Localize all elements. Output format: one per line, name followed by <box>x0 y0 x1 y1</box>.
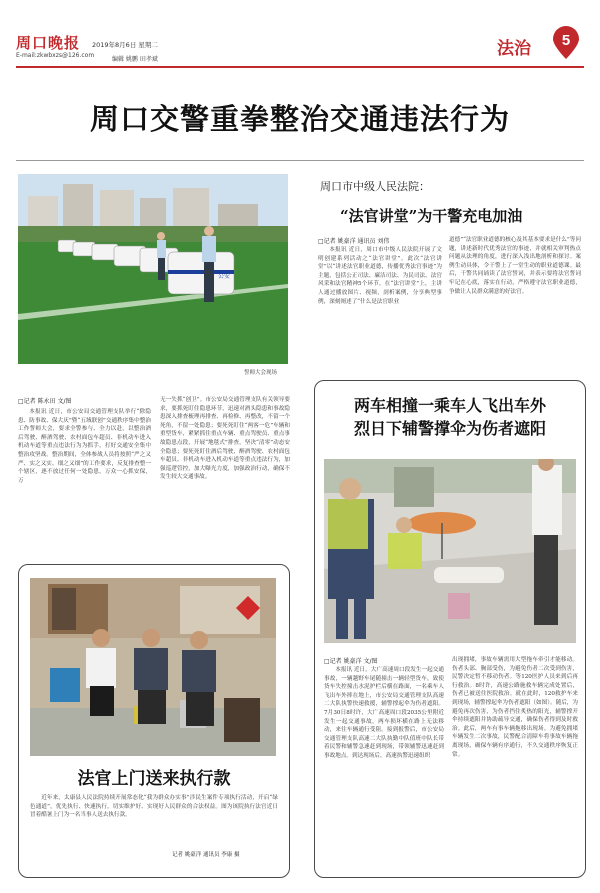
court-home-byline: 记者 姚豪洋 通讯员 李康 摄 <box>172 852 240 858</box>
contact-email: E-mail:zkwbxzs@126.com <box>16 52 95 59</box>
court-story-kicker: 周口市中级人民法院： <box>320 180 430 193</box>
court-home-photo <box>30 578 276 756</box>
collision-story-column-1: 本报讯 近日，大广高速周口段发生一起交通事故，一辆越野车尾随撞击一辆轻型货车，致使货车失控撞击水泥护栏后横在路面，一名乘车人飞出车外摔在地上，市公安局交通管理支队高速二大队执警快速救援，辅警撑起伞为伤者遮阳。7月30日8时许，大广高速周口段2035公里附近发生一起交通事故，两车损坏横在路上无法移动，来往车辆通行受阻。接到报警后，市公安局交通管理支队高速二大队执勤中队值班中队长带着民警和辅警急速赶到现场，带领辅警迅速赶到事故地点。到达现场后，高速执警迅速组织 <box>324 667 444 759</box>
collision-story-title-line-2: 烈日下辅警撑伞为伤者遮阳 <box>353 419 546 438</box>
patrol-car-label: 公安 <box>218 274 231 280</box>
rally-photo <box>18 174 288 364</box>
map-pin-icon <box>551 26 581 60</box>
page-number-badge <box>551 26 581 60</box>
court-home-body: 近年来，太康县人民法院持续开展常态化“我为群众办实事”涉民生案件专项执行活动，开启“绿色通道”，优先执行、快速执行，切实维护好、实现好人民群众的合法权益。图为该院执行法官近日冒着酷暑上门为一名当事人送去执行款。 <box>30 795 278 819</box>
traffic-story-byline: □记者 陈永田 文/图 <box>18 398 72 405</box>
traffic-story-column-2: 无一失抓“创卫”。市公安局交通管理支队有关领导要求，要抓死盯住隐患环节，迅速对酒头隐患和事故隐患深入排查梳理再排查、再检修、再整改，不留一个死角，不留一处隐患；要死死盯住“两客一危”车辆和重型货车，紧紧抓住重点车辆、重点驾驶员、重点事故隐患点段，开展“地毯式”排查，坚决“清零”动态安全隐患；要死死盯住酒后驾驶、醉酒驾驶、农村面包车超员、非机动车进入机动车道等重点违法行为，加强巡逻管控，加大曝光力度，加强政治行动，确保不发生较大交通事故。 <box>160 397 290 481</box>
court-story-column-1: 本报讯 近日，周口市中级人民法院开展了文明创建系列活动之“法官讲堂”。此次“法官讲堂”以“讲述法官职业道德，传播优秀法官事迹”为主题，包括公正司法、廉洁司法、为民司法、法官风采和法官精神5个环节。在“法官讲堂”上，主讲人通过播放图片、视频，剖析案例，分享典型事例，深刻阐述了“什么是法官职业 <box>318 247 442 305</box>
section-name: 法治 <box>497 39 531 59</box>
headline-rule <box>16 160 584 161</box>
collision-story-byline: □记者 姚豪洋 文/图 <box>324 658 378 665</box>
accident-scene-photo <box>324 459 576 643</box>
traffic-story-column-1: 本报讯 近日，市公安局交通管理支队举行“除隐患、防事故、保大庆”暨“五域联创”交通秩序集中整治工作誓师大会，要求全警参与、全力以赴，以整治酒后驾驶、醉酒驾驶、农村面包车超员、非机动车进入机动车道等重点违法行为为抓手，打好交通安全集中整治攻坚战。整治期间，全体参战人员将按照“严之又严、实之又实、细之又细”的工作要求，反复排查整一个辖区，逐不放过任何一处隐患，万众一心抓安保，万 <box>18 409 151 484</box>
issue-date: 2019年8月6日 星期二 <box>92 41 158 49</box>
rally-photo-caption: 誓师大会现场 <box>244 370 278 376</box>
court-home-title: 法官上门送来执行款 <box>77 769 231 789</box>
page-editors: 编辑 姚鹏 田孝斌 <box>112 56 158 63</box>
collision-story-title-line-1: 两车相撞一乘车人飞出车外 <box>353 396 546 415</box>
page-headline: 周口交警重拳整治交通违法行为 <box>89 102 510 136</box>
masthead-rule <box>16 66 584 68</box>
court-story-title: “法官讲堂”为干警充电加油 <box>340 207 523 225</box>
collision-story-column-2: 出现拥堵，事故车辆需用大型拖车牵引才能移动。伤者头部、胸部受伤，为避免伤者二次受到伤害，民警决定暂不移动伤者。等120医护人员来到后再行救治。8时许，高速公路施救车辆完成处置后，伤者已被送往医院救治。就在此时，120救护车来到现场，辅警撑起伞为伤者遮阳（如图）。随后，为避免再次伤害，为伤者挡住炙热的阳光，辅警撑开伞持续遮阳并协助疏导交通，确保伤者得到及时救治。此后，两车有事车辆拖移出现场。为避免拥堵车辆发生二次事故，民警配合清障车将事故车辆拖离现场，确保车辆有序通行，不久交通秩序恢复正常。 <box>452 657 578 758</box>
court-story-byline: □记者 姚豪洋 通讯员 刘伟 <box>318 238 390 245</box>
page-number: 5 <box>561 32 571 49</box>
court-story-column-2: 道德”“法官职业道德的核心及其基本要求是什么”等问题，讲述新时代优秀法官的事迹，并就相关审判热点问题从法理的角度，进行深入浅出地剖析和探讨。案例生动具体，令干警上了一堂生动的职业道德课。最后，干警共同诵读了法官誓词，并表示要将法官誓词牢记在心底，落实在行动，严格遵守法官职业道德，争做让人民群众满意的好法官。 <box>449 237 581 295</box>
newspaper-logo: 周口晚报 <box>16 34 81 52</box>
